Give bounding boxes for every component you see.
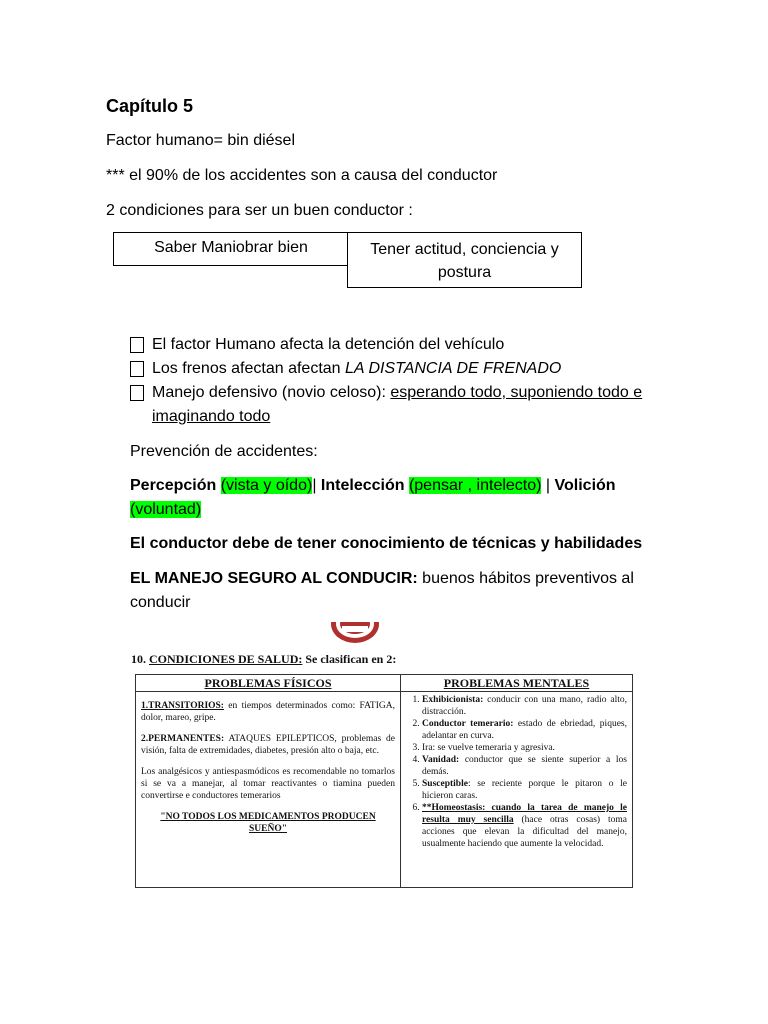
text-90-percent: *** el 90% de los accidentes son a causa del conductor — [106, 167, 498, 184]
scan-heading-rest: Se clasifican en 2: — [302, 652, 397, 666]
percepcion-label: Percepción — [130, 477, 217, 494]
text-manejo-seguro — [130, 567, 634, 591]
mental-item: 4. Vanidad: conductor que se siente superior a los demás. — [422, 754, 627, 778]
health-conditions-table — [135, 674, 633, 888]
page-title: Capítulo 5 — [106, 96, 194, 116]
text-conocimiento: El conductor debe de tener conocimiento de técnicas y habilidades — [130, 535, 643, 552]
mental-item: 2. Conductor temerario: estado de ebriedad, piques, adelantar en curva. — [422, 718, 627, 742]
box-saber-maniobrar — [113, 232, 349, 266]
scanned-health-table — [131, 652, 636, 892]
box-saber-maniobrar-text: Saber Maniobrar bien — [154, 239, 308, 256]
seal-image — [330, 622, 380, 644]
mental-item: 6. **Homeostasis: cuando la tarea de manejo le resulta muy sencilla (hace otras cosas) toma acciones que elevan la dificultad del manejo, usualmente haciendo que aumente la velocidad. — [422, 802, 627, 850]
inteleccion-label: Intelección — [320, 477, 405, 494]
bullet-frenos-text: Los frenos afectan afectan — [152, 360, 346, 377]
bullet-frenos-italic: LA DISTANCIA DE FRENADO — [345, 360, 562, 377]
bullet-square-icon — [130, 361, 144, 377]
cell-problemas-mentales — [401, 692, 633, 888]
fisicos-permanentes: 2.PERMANENTES: ATAQUES EPILEPTICOS, problemas de visión, falta de extremidades, diabetes, presión alto o baja, etc. — [141, 734, 395, 756]
fisicos-analgesicos: Los analgésicos y antiespasmódicos es recomendable no tomarlos si se va a manejar, al tomar reactivantes o tiamina pueden convertirse e conductores temerarios — [141, 767, 395, 801]
separator-1: | — [312, 477, 321, 494]
manejo-rest: buenos hábitos preventivos al — [417, 570, 634, 587]
inteleccion-highlight: (pensar , intelecto) — [408, 477, 542, 494]
text-2-condiciones: 2 condiciones para ser un buen conductor : — [106, 202, 413, 219]
scan-heading — [131, 652, 396, 667]
manejo-bold: EL MANEJO SEGURO AL CONDUCIR: — [130, 570, 418, 587]
box-tener-actitud — [347, 232, 582, 288]
bullet-manejo-underline: esperando todo, suponiendo todo e — [390, 384, 643, 401]
box-tener-actitud-line1: Tener actitud, conciencia y — [370, 241, 559, 258]
scan-heading-num: 10. — [131, 652, 149, 666]
volicion-highlight: (voluntad) — [130, 501, 202, 518]
scan-heading-underline: CONDICIONES DE SALUD: — [149, 652, 303, 666]
mental-item: 1. Exhibicionista: conducir con una mano, radio alto, distracción. — [422, 694, 627, 718]
text-volicion-line — [130, 498, 201, 522]
box-tener-actitud-line2: postura — [437, 264, 492, 281]
text-percepcion-line — [130, 474, 616, 498]
bullet-manejo-underline-2: imaginando todo — [152, 408, 271, 425]
bullet-factor-humano: El factor Humano afecta la detención del vehículo — [152, 336, 505, 353]
separator-2: | — [541, 477, 555, 494]
cell-problemas-fisicos — [136, 692, 401, 888]
col-header-mentales: PROBLEMAS MENTALES — [401, 675, 633, 692]
mental-item: 3. Ira: se vuelve temeraria y agresiva. — [422, 742, 627, 754]
mental-item: 5. Susceptible: se reciente porque le pitaron o le hicieron caras. — [422, 778, 627, 802]
bullet-frenos — [152, 357, 561, 381]
text-conducir: conducir — [130, 594, 191, 611]
fisicos-medicamentos: "NO TODOS LOS MEDICAMENTOS PRODUCEN SUEÑO" — [160, 812, 376, 834]
fisicos-transitorios: 1.TRANSITORIOS: en tiempos determinados como: FATIGA, dolor, mareo, gripe. — [141, 701, 395, 723]
bullet-square-icon — [130, 337, 144, 353]
col-header-fisicos: PROBLEMAS FÍSICOS — [136, 675, 401, 692]
percepcion-highlight: (vista y oído) — [220, 477, 313, 494]
bullet-manejo-text: Manejo defensivo (novio celoso): — [152, 384, 391, 401]
volicion-label: Volición — [554, 477, 616, 494]
bullet-manejo-defensivo — [152, 381, 642, 405]
bullet-square-icon — [130, 385, 144, 401]
text-factor-humano: Factor humano= bin diésel — [106, 132, 295, 149]
text-prevencion: Prevención de accidentes: — [130, 443, 318, 460]
